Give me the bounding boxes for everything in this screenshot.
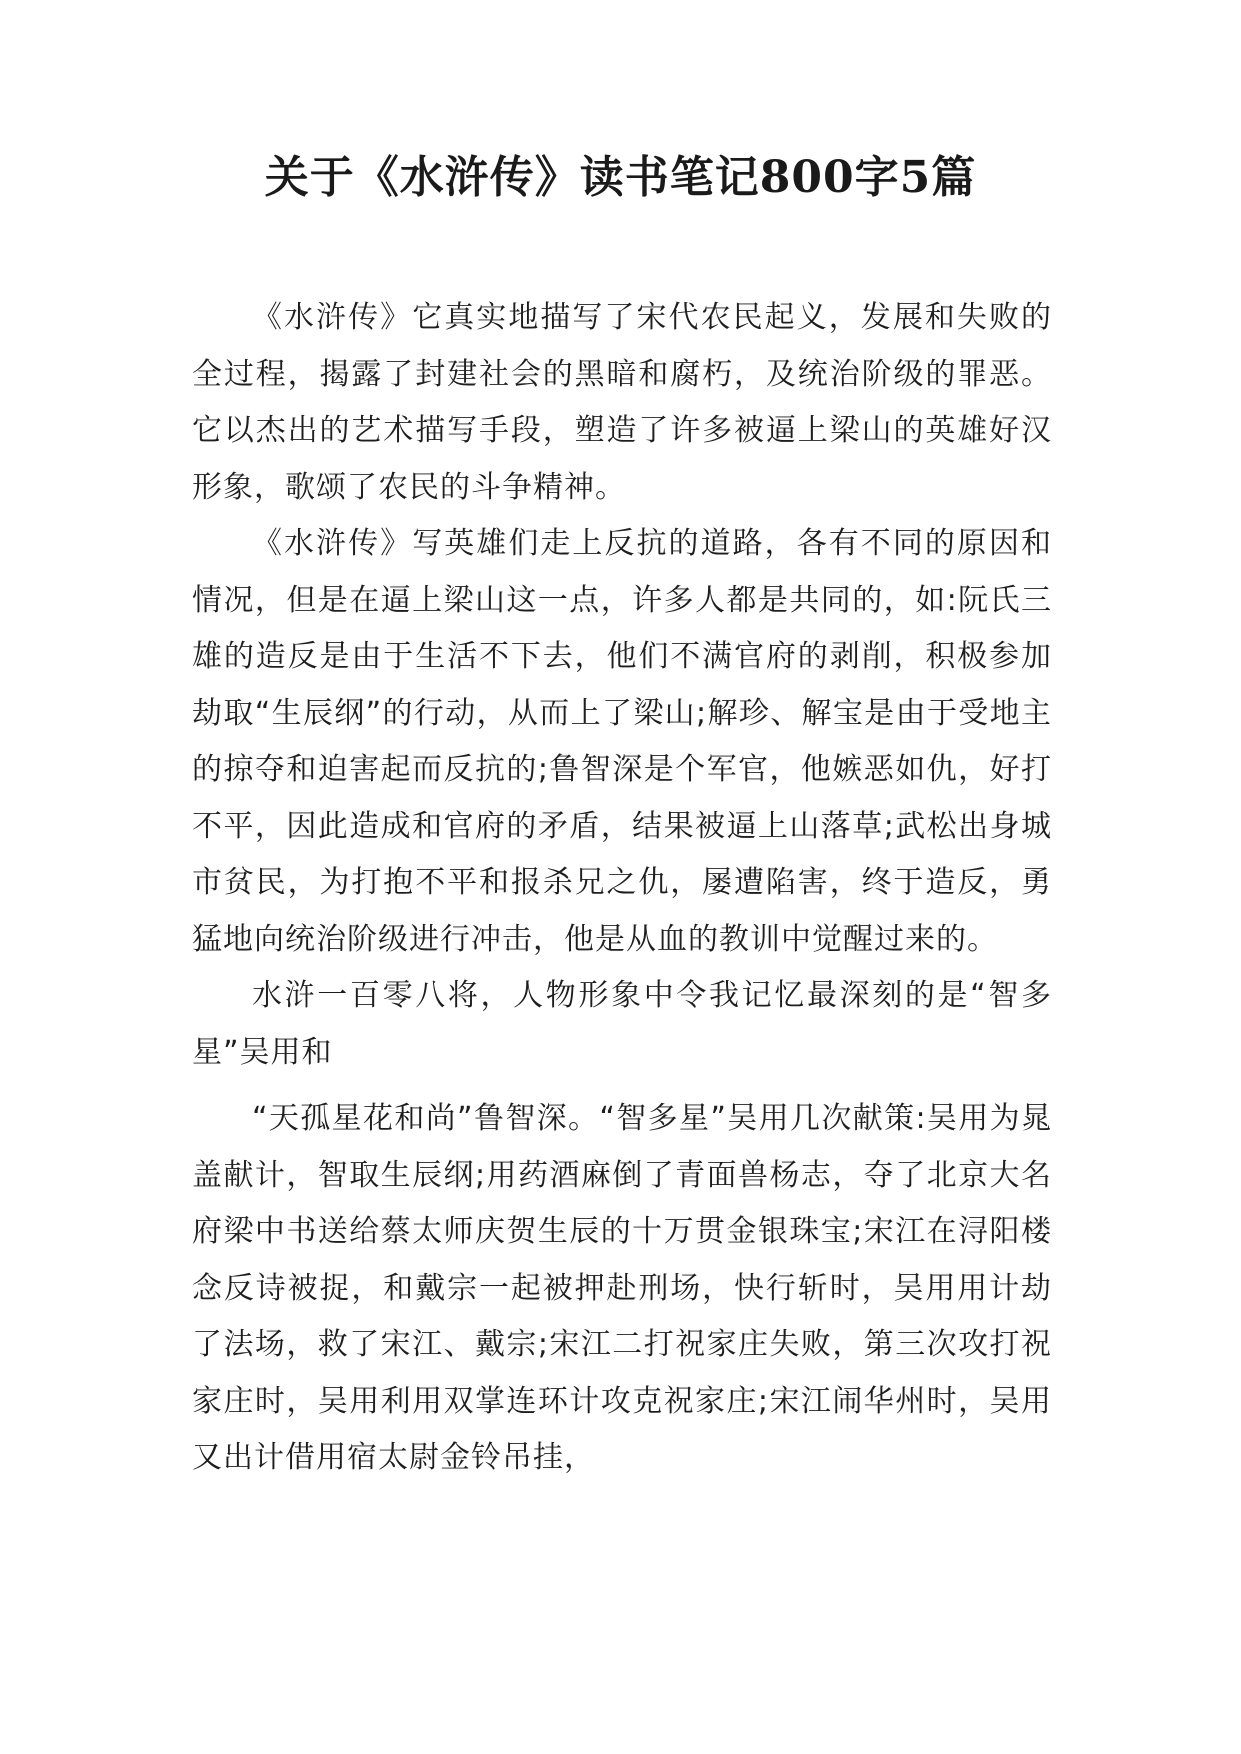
paragraph-intro: 《水浒传》它真实地描写了宋代农民起义，发展和失败的全过程，揭露了封建社会的黑暗和腐朽，及统治阶级的罪恶。它以杰出的艺术描写手段，塑造了许多被逼上梁山的英雄好汉形象，歌颂了农民的斗争精神。: [192, 300, 1052, 505]
document-body: [192, 290, 1052, 1487]
paragraph-wu-yong-strategies: “天孤星花和尚”鲁智深。“智多星”吴用几次献策:吴用为晁盖献计，智取生辰纲;用药酒麻倒了青面兽杨志，夺了北京大名府梁中书送给蔡太师庆贺生辰的十万贯金银珠宝;宋江在浔阳楼念反诗被捉，和戴宗一起被押赴刑场，快行斩时，吴用用计劫了法场，救了宋江、戴宗;宋江二打祝家庄失败，第三次攻打祝家庄时，吴用利用双掌连环计攻克祝家庄;宋江闹华州时，吴用又出计借用宿太尉金铃吊挂，: [192, 1101, 1052, 1475]
paragraph-gap: [192, 1081, 1052, 1091]
paragraph-heroes-rebellion: 《水浒传》写英雄们走上反抗的道路，各有不同的原因和情况，但是在逼上梁山这一点，许多人都是共同的，如:阮氏三雄的造反是由于生活不下去，他们不满官府的剥削，积极参加劫取“生辰纲”的行动，从而上了梁山;解珍、解宝是由于受地主的掠夺和迫害起而反抗的;鲁智深是个军官，他嫉恶如仇，好打不平，因此造成和官府的矛盾，结果被逼上山落草;武松出身城市贫民，为打抱不平和报杀兄之仇，屡遭陷害，终于造反，勇猛地向统治阶级进行冲击，他是从血的教训中觉醒过来的。: [192, 526, 1052, 957]
paragraph-favorite-characters: 水浒一百零八将，人物形象中令我记忆最深刻的是“智多星”吴用和: [192, 978, 1052, 1070]
document-title: 关于《水浒传》读书笔记800字5篇: [264, 152, 977, 203]
